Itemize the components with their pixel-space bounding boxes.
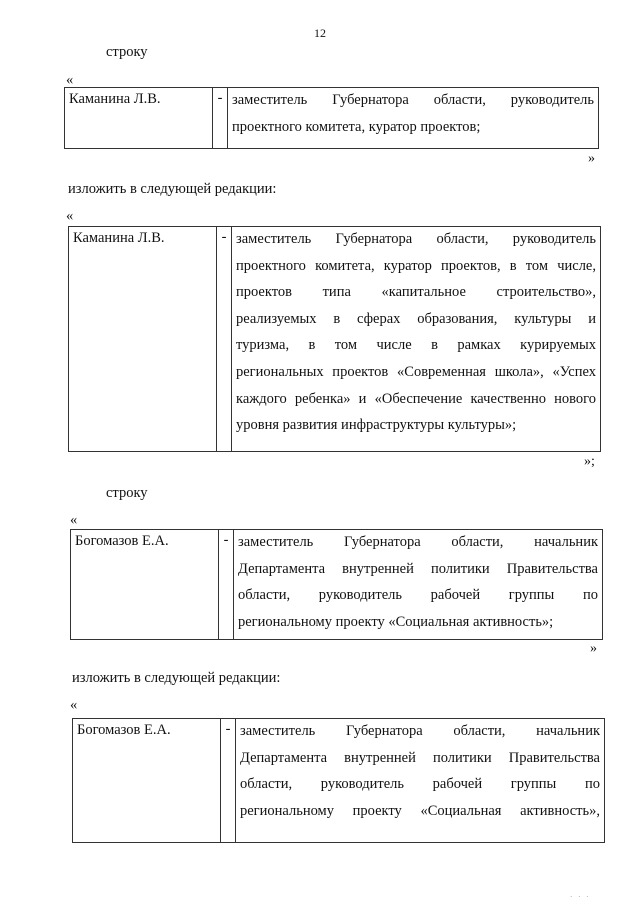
entry-table-kamanina-new (68, 226, 601, 452)
entry-table-kamanina-old (64, 87, 599, 149)
label-stroku-2: строку (106, 485, 148, 501)
entry-name: Каманина Л.В. (65, 88, 213, 149)
close-quote-3: » (590, 641, 597, 656)
entry-dash: - (217, 227, 232, 452)
description-line: региональных проектов «Современная школа», «Успех (236, 363, 596, 380)
description-line: каждого ребенка» и «Обеспечение качественно нового (236, 390, 596, 407)
entry-name: Каманина Л.В. (69, 227, 217, 452)
close-quote-1: » (588, 151, 595, 166)
entry-dash: - (219, 530, 234, 640)
description-line: заместитель Губернатора области, начальник (238, 534, 598, 550)
description-line: региональному проекту «Социальная активность»; (238, 613, 554, 630)
description-line: заместитель Губернатора области, начальник (240, 723, 600, 739)
entry-dash: - (213, 88, 228, 149)
open-quote-1: « (66, 72, 74, 88)
page-number: 12 (314, 26, 326, 40)
description-line: проектного комитета, куратор проектов; (232, 118, 481, 135)
entry-description (228, 88, 599, 149)
description-line: Департамента внутренней политики Правительства (238, 560, 598, 577)
description-line: заместитель Губернатора области, руководитель (232, 92, 594, 108)
description-line: заместитель Губернатора области, руководитель (236, 231, 596, 247)
description-line: реализуемых в сферах образования, культуры и (236, 310, 596, 327)
description-line: туризма, в том числе в рамках курируемых (236, 337, 596, 354)
open-quote-2: « (66, 208, 74, 224)
description-line: проектов типа «капитальное строительство», (236, 284, 596, 301)
description-line: региональному проекту «Социальная активность», (240, 802, 600, 819)
description-line: области, руководитель рабочей группы по (240, 776, 600, 793)
close-quote-2: »; (584, 454, 595, 469)
description-line: уровня развития инфраструктуры культуры»; (236, 417, 517, 434)
label-new-edition-2: изложить в следующей редакции: (72, 670, 281, 686)
entry-name: Богомазов Е.А. (73, 719, 221, 843)
label-new-edition-1: изложить в следующей редакции: (68, 181, 277, 197)
description-line: Департамента внутренней политики Правительства (240, 749, 600, 766)
description-line: области, руководитель рабочей группы по (238, 587, 598, 604)
entry-description (236, 719, 605, 843)
entry-dash: - (221, 719, 236, 843)
entry-description (234, 530, 603, 640)
scan-marks: · · · (570, 893, 591, 901)
label-stroku-1: строку (106, 44, 148, 60)
entry-table-bogomazov-old (70, 529, 603, 640)
entry-table-bogomazov-new (72, 718, 605, 843)
entry-name: Богомазов Е.А. (71, 530, 219, 640)
open-quote-4: « (70, 697, 78, 713)
description-line: проектного комитета, куратор проектов, в том числе, (236, 257, 596, 274)
open-quote-3: « (70, 512, 78, 528)
entry-description (232, 227, 601, 452)
